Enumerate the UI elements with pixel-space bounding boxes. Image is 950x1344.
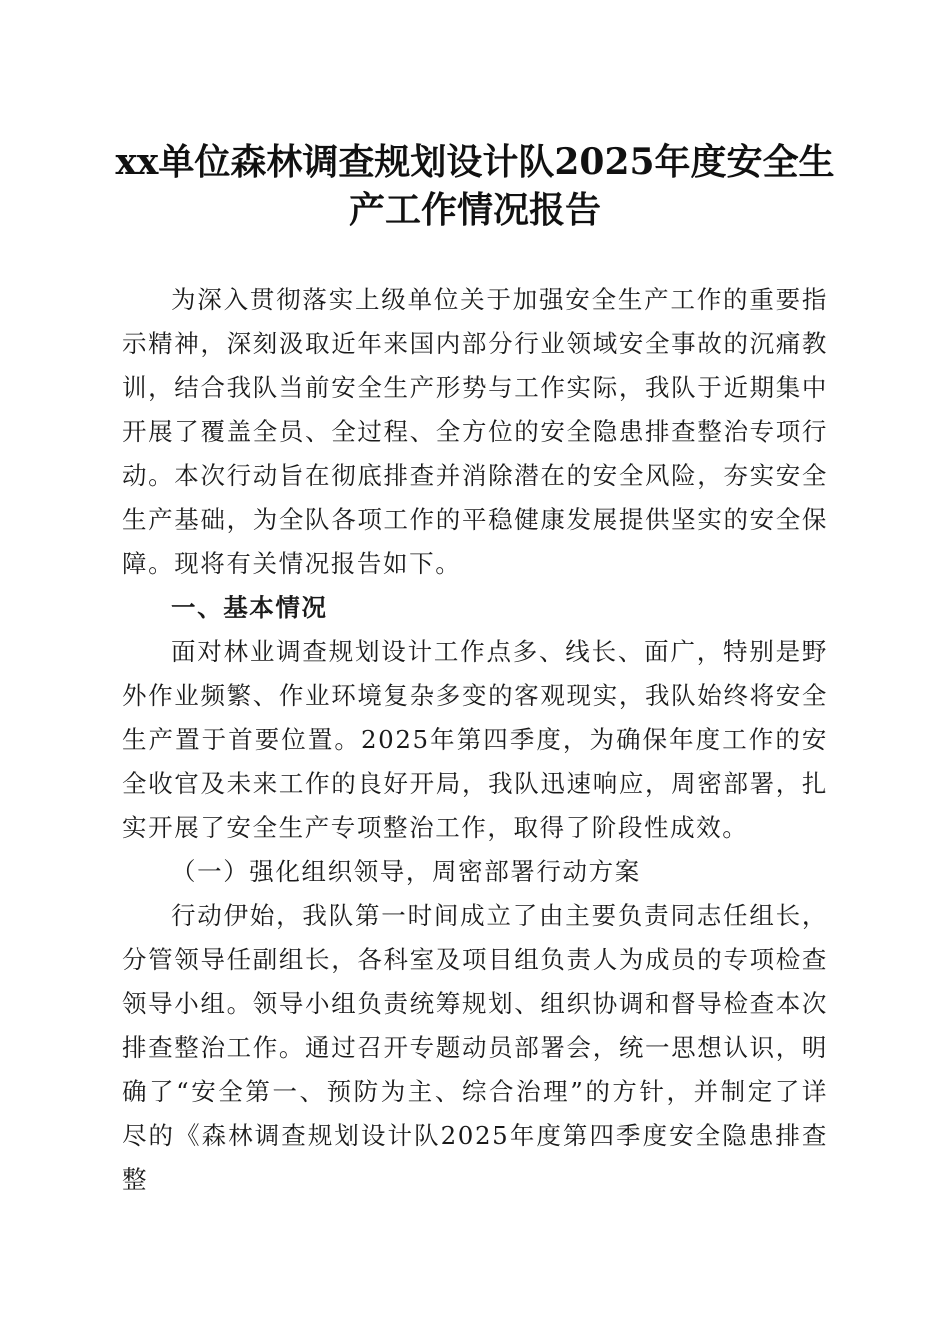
section-heading-basic-situation: 一、基本情况 — [171, 593, 328, 622]
document-body — [122, 278, 828, 1202]
subsection-heading-organization: （一）强化组织领导，周密部署行动方案 — [171, 857, 641, 886]
basic-situation-paragraph: 面对林业调查规划设计工作点多、线长、面广，特别是野外作业频繁、作业环境复杂多变的客观现实，我队始终将安全生产置于首要位置。2025年第四季度，为确保年度工作的安全收官及未来工作的良好开局，我队迅速响应，周密部署，扎实开展了安全生产专项整治工作，取得了阶段性成效。 — [122, 637, 828, 842]
document-title: xx单位森林调查规划设计队2025年度安全生产工作情况报告 — [115, 141, 835, 231]
organization-paragraph: 行动伊始，我队第一时间成立了由主要负责同志任组长，分管领导任副组长，各科室及项目组负责人为成员的专项检查领导小组。领导小组负责统筹规划、组织协调和督导检查本次排查整治工作。通过召开专题动员部署会，统一思想认识，明确了“安全第一、预防为主、综合治理”的方针，并制定了详尽的《森林调查规划设计队2025年度第四季度安全隐患排查整 — [122, 901, 828, 1194]
intro-paragraph: 为深入贯彻落实上级单位关于加强安全生产工作的重要指示精神，深刻汲取近年来国内部分行业领域安全事故的沉痛教训，结合我队当前安全生产形势与工作实际，我队于近期集中开展了覆盖全员、全过程、全方位的安全隐患排查整治专项行动。本次行动旨在彻底排查并消除潜在的安全风险，夯实安全生产基础，为全队各项工作的平稳健康发展提供坚实的安全保障。现将有关情况报告如下。 — [122, 285, 828, 578]
